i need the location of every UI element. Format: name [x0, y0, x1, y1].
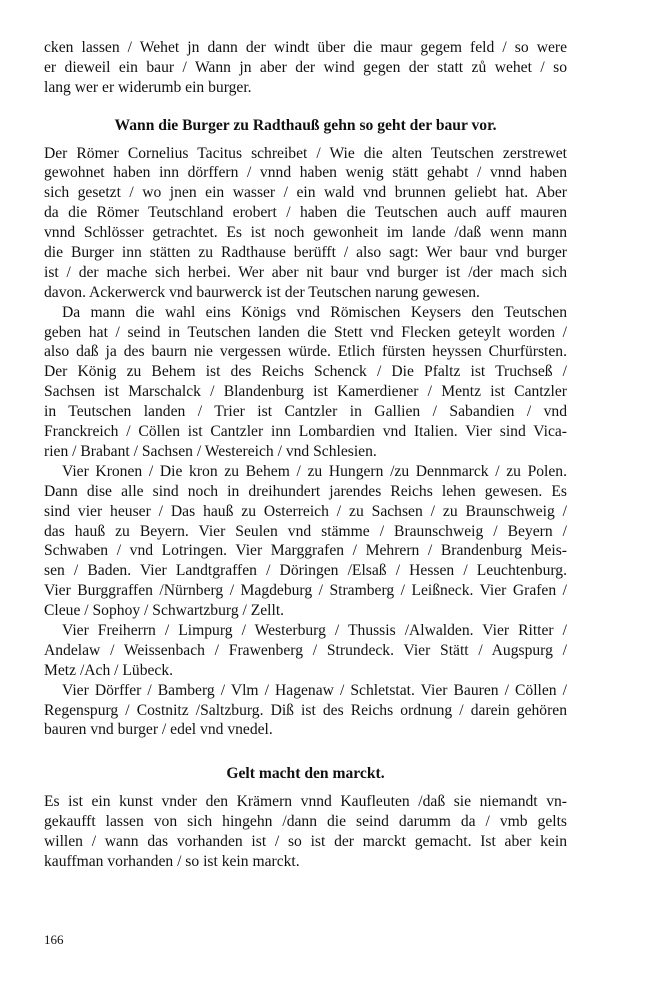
- text-line: gewohnet haben inn dörffern / vnnd haben wenig stätt gehabt / vnnd haben: [44, 164, 567, 182]
- text-line: Franckreich / Cöllen ist Cantzler inn Lombardien vnd Italien. Vier sind Vica-: [44, 423, 567, 441]
- page-number: 166: [44, 932, 64, 947]
- text-line: lang wer er widerumb ein burger.: [44, 78, 252, 96]
- text-line: Metz /Ach / Lübeck.: [44, 661, 174, 679]
- intro-paragraph: [44, 38, 567, 98]
- paragraph: [44, 681, 567, 741]
- text-line: sind vier heuser / Das hauß zu Osterreich / zu Sachsen / zu Braunschweig /: [44, 502, 567, 520]
- text-line: sen / Baden. Vier Landtgraffen / Döringen /Elsaß / Hessen / Leuchtenburg.: [44, 562, 567, 580]
- text-line: Regenspurg / Costnitz /Saltzburg. Diß ist des Reichs ordnung / darein gehören: [44, 701, 567, 719]
- text-line: willen / wann das vorhanden ist / so ist der marckt gemacht. Ist aber kein: [44, 832, 567, 850]
- text-line: gekaufft lassen von sich hingehn /dann die seind darumm da / vmb gelts: [44, 813, 567, 831]
- text-line: Vier Burggraffen /Nürnberg / Magdeburg / Stramberg / Leißneck. Vier Grafen /: [44, 582, 567, 600]
- paragraph: [44, 792, 567, 872]
- text-line: rien / Brabant / Sachsen / Westereich / vnd Schlesien.: [44, 442, 377, 460]
- text-line: er dieweil ein baur / Wann jn aber der wind gegen der statt zů wehet / so: [44, 58, 567, 76]
- text-line: sich gesetzt / wo jnen ein wasser / ein wald vnd brunnen geliebt hat. Aber: [44, 184, 567, 202]
- text-line: das hauß zu Beyern. Vier Seulen vnd stämme / Braunschweig / Beyern /: [44, 522, 567, 540]
- text-line: Der König zu Behem ist des Reichs Schenck / Die Pfaltz ist Truchseß /: [44, 363, 567, 381]
- text-line: bauren vnd burger / edel vnd vnedel.: [44, 721, 273, 739]
- text-line: kauffman vorhanden / so ist kein marckt.: [44, 852, 300, 870]
- text-line: Cleue / Sophoy / Schwartzburg / Zellt.: [44, 602, 285, 620]
- section-heading: Wann die Burger zu Radthauß gehn so geht der baur vor.: [114, 116, 497, 134]
- text-line: Vier Dörffer / Bamberg / Vlm / Hagenaw / Schletstat. Vier Bauren / Cöllen /: [62, 681, 567, 699]
- text-line: vnnd Schlösser getrachtet. Es ist noch gewonheit im lande /daß wenn mann: [44, 224, 567, 242]
- text-line: Andelaw / Weissenbach / Frawenberg / Strundeck. Vier Stätt / Augspurg /: [44, 641, 567, 659]
- paragraph: [44, 144, 567, 303]
- text-line: ist / der mache sich herbei. Wer aber nit baur vnd burger ist /der mach sich: [44, 263, 567, 281]
- text-line: geben hat / seind in Teutschen landen die Stett vnd Flecken geteylt worden /: [44, 323, 567, 341]
- text-line: Vier Kronen / Die kron zu Behem / zu Hungern /zu Dennmarck / zu Polen.: [62, 462, 567, 480]
- paragraph: [44, 303, 567, 462]
- text-line: da die Römer Teutschland erobert / haben die Teutschen auch auff mauren: [44, 204, 567, 222]
- text-line: Schwaben / vnd Lotringen. Vier Marggrafen / Mehrern / Brandenburg Meis-: [44, 542, 567, 560]
- text-line: davon. Ackerwerck vnd baurwerck ist der Teutschen narung gewesen.: [44, 283, 480, 301]
- paragraph: [44, 621, 567, 681]
- text-line: die Burger inn stätten zu Radthause berüfft / also sagt: Wer baur vnd burger: [44, 244, 567, 262]
- text-line: Der Römer Cornelius Tacitus schreibet / Wie die alten Teutschen zerstrewet: [44, 144, 567, 162]
- paragraph: [44, 462, 567, 621]
- text-line: Es ist ein kunst vnder den Krämern vnnd Kaufleuten /daß sie niemandt vn-: [44, 793, 567, 811]
- text-line: Sachsen ist Marschalck / Blandenburg ist Kamerdiener / Mentz ist Cantzler: [44, 383, 567, 401]
- text-line: Vier Freiherrn / Limpurg / Westerburg / Thussis /Alwalden. Vier Ritter /: [62, 621, 567, 639]
- text-line: Dann dise alle sind noch in dreihundert jarendes Reichs lehen gewesen. Es: [44, 482, 567, 500]
- text-line: in Teutschen landen / Trier ist Cantzler in Gallien / Sabandien / vnd: [44, 403, 567, 421]
- text-line: cken lassen / Wehet jn dann der windt über die maur gegem feld / so were: [44, 39, 567, 56]
- text-line: Da mann die wahl eins Königs vnd Römischen Keysers den Teutschen: [62, 303, 567, 321]
- text-line: also daß ja des baurn nie vergessen würde. Etlich fürsten heyssen Churfürsten.: [44, 343, 567, 361]
- section-heading: Gelt macht den marckt.: [226, 765, 385, 783]
- page-body: [44, 38, 567, 872]
